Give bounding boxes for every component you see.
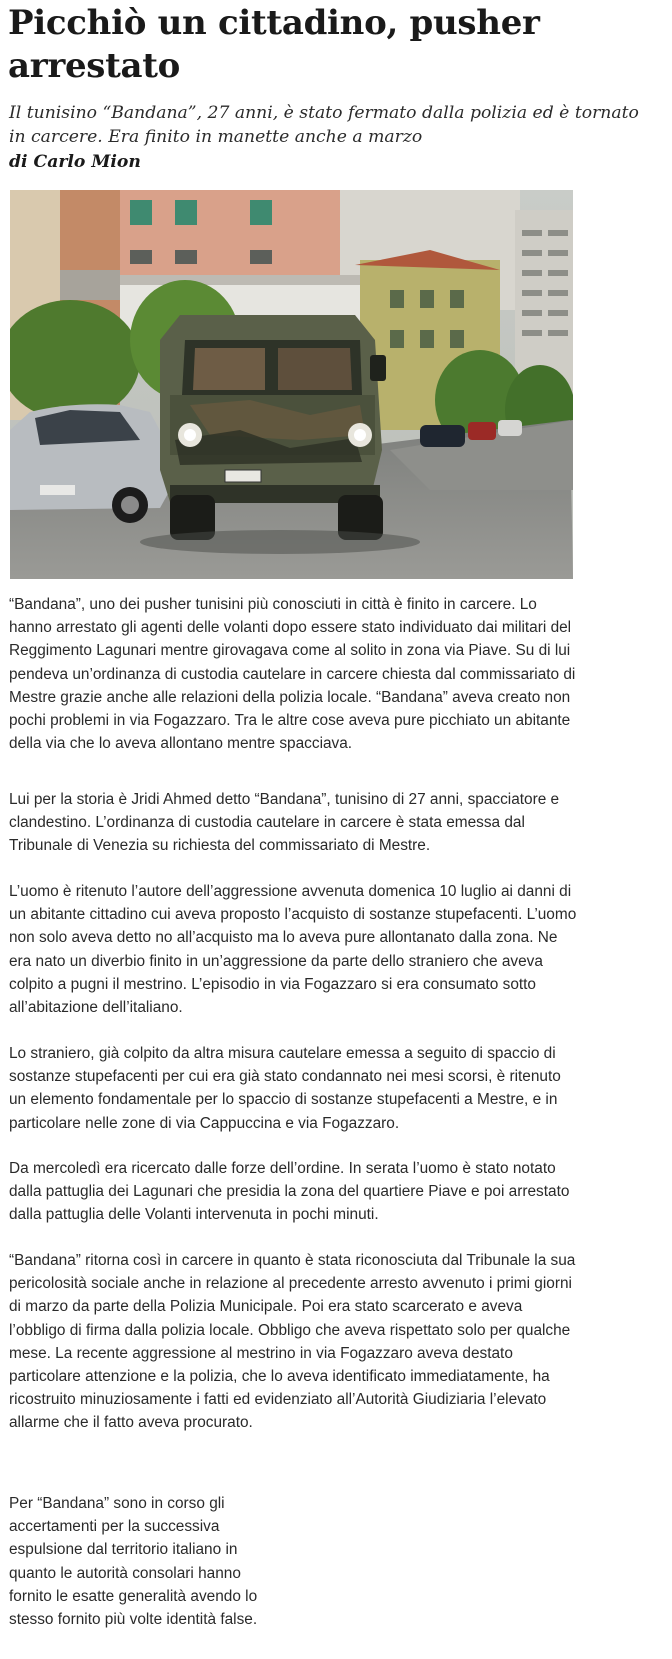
article-paragraph: Per “Bandana” sono in corso gli accertamenti per la successiva espulsione dal territorio italiano in quanto le autorità consolari hanno fornito le esatte generalità avendo lo stesso fornito più volte identità false. [9,1495,258,1629]
article-paragraph: Da mercoledì era ricercato dalle forze dell’ordine. In serata l’uomo è stato notato dalla pattuglia dei Lagunari che presidia la zona del quartiere Piave e poi arrestato dalla pattuglia delle Volanti intervenuta in pochi minuti. [9,1160,570,1224]
article-paragraph: Lo straniero, già colpito da altra misura cautelare emessa a seguito di spaccio di sostanze stupefacenti per cui era già stato condannato nei mesi scorsi, è ritenuto un elemento fondamentale per lo spaccio di sostanze stupefacenti a Mestre, e in particolare nelle zone di via Cappuccina e via Fogazzaro. [9,1045,561,1132]
article-paragraph: “Bandana” ritorna così in carcere in quanto è stata riconosciuta dal Tribunale la sua pericolosità sociale anche in relazione al precedente arresto avvenuto i primi giorni di marzo da parte della Polizia Municipale. Poi era stato scarcerato e aveva l’obbligo di firma dalla polizia locale. Obbligo che aveva rispettato solo per qualche mese. La recente aggressione al mestrino in via Fogazzaro aveva destato particolare attenzione e la polizia, che lo aveva identificato immediatamente, ha ricostruito minuziosamente i fatti ed evidenziato all’Autorità Giudiziaria l’elevato allarme che il fatto aveva procurato. [9,1252,576,1432]
article-paragraph: L’uomo è ritenuto l’autore dell’aggressione avvenuta domenica 10 luglio ai danni di un abitante cittadino cui aveva proposto l’acquisto di sostanze stupefacenti. L’uomo non solo aveva detto no all’acquisto ma lo aveva pure allontanato dalla zona. Ne era nato un diverbio finito in un’aggressione da parte dello straniero che aveva colpito a pugni il mestrino. L’episodio in via Fogazzaro si era consumato sotto all’abitazione dell’italiano. [9,883,577,1017]
article-photo[interactable] [10,190,573,579]
article-paragraph: “Bandana”, uno dei pusher tunisini più conosciuti in città è finito in carcere. Lo hanno arrestato gli agenti delle volanti dopo essere stato individuato dai militari del Reggimento Lagunari mentre girovagava come al solito in zona via Piave. Su di lui pendeva un’ordinanza di custodia cautelare in carcere chiesta dal commissariato di Mestre grazie anche alle relazioni della polizia locale. “Bandana” aveva creato non pochi problemi in via Fogazzaro. Tra le altre cose aveva pure picchiato un abitante della via che lo aveva allontano mentre spacciava. [9,596,576,753]
article-headline: Picchiò un cittadino, pusher arrestato [8,3,540,86]
article-summary: Il tunisino “Bandana”, 27 anni, è stato fermato dalla polizia ed è tornato in carcere. Era finito in manette anche a marzo [9,103,639,147]
article-paragraph: Lui per la storia è Jridi Ahmed detto “Bandana”, tunisino di 27 anni, spacciatore e clandestino. L’ordinanza di custodia cautelare in carcere è stata emessa dal Tribunale di Venezia su richiesta del commissariato di Mestre. [9,791,560,855]
article-byline: di Carlo Mion [9,152,141,172]
